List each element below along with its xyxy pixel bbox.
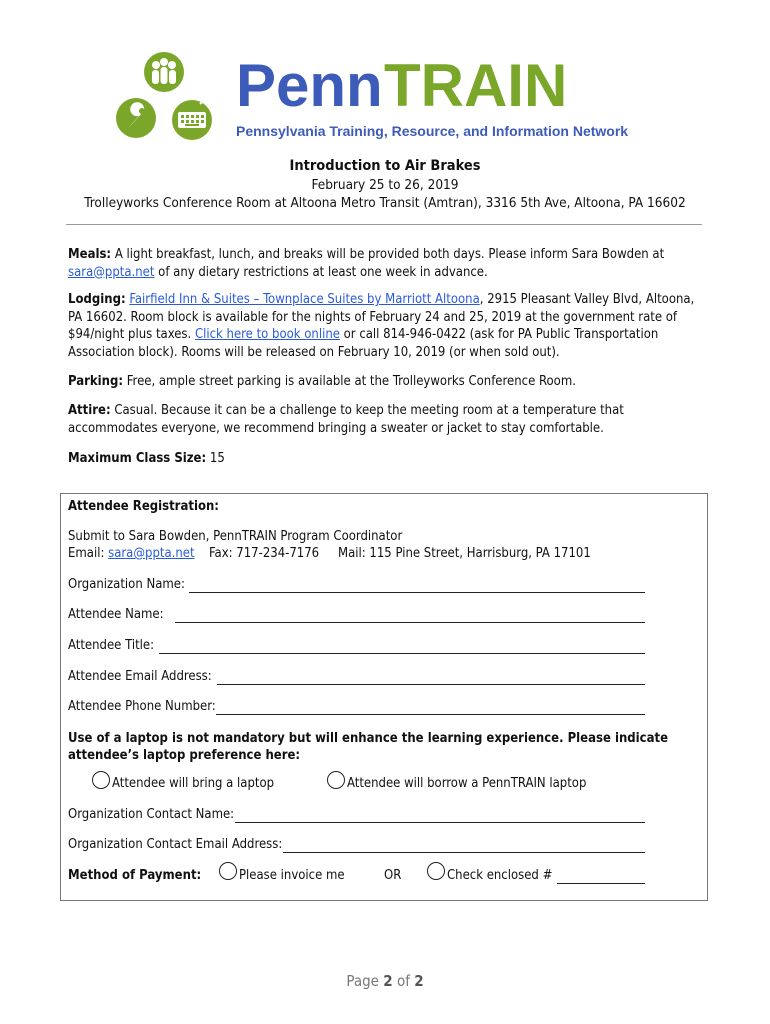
event-date: February 25 to 26, 2019: [311, 177, 459, 193]
attendee-email-label: Attendee Email Address:: [68, 669, 212, 684]
page-total: 2: [414, 972, 424, 990]
logo-tagline: Pennsylvania Training, Resource, and Information Network: [236, 123, 629, 139]
attendee-title-field[interactable]: [159, 653, 645, 654]
laptop-note-2: attendee’s laptop preference here:: [68, 748, 301, 763]
org-contact-name-field[interactable]: [235, 822, 645, 823]
parking-text: Free, ample street parking is available at the Trolleyworks Conference Room.: [123, 374, 576, 389]
registration-email-link[interactable]: sara@ppta.net: [108, 546, 195, 561]
lodging-text-2: PA 16602. Room block is available for the nights of February 24 and 25, 2019 at the government rate of: [68, 309, 678, 325]
org-contact-email-label: Organization Contact Email Address:: [68, 837, 283, 852]
lodging-text-4: or call 814-946-0422 (ask for PA Public Transportation: [339, 327, 659, 342]
meals-email-link[interactable]: sara@ppta.net: [68, 264, 155, 280]
email-label: Email:: [68, 546, 109, 561]
laptop-note: [68, 730, 668, 764]
meals-paragraph: [68, 246, 708, 281]
page-word: Page: [346, 972, 384, 990]
check-radio[interactable]: [427, 862, 445, 880]
invoice-radio[interactable]: [219, 862, 237, 880]
org-contact-email-field[interactable]: [283, 852, 645, 853]
people-icon: [144, 52, 184, 92]
attendee-name-field[interactable]: [175, 622, 645, 623]
org-name-field[interactable]: [189, 592, 645, 593]
attire-label: Attire:: [68, 403, 111, 418]
attendee-email-field[interactable]: [217, 684, 645, 685]
book-online-link[interactable]: Click here to book online: [194, 327, 340, 342]
event-venue: Trolleyworks Conference Room at Altoona Metro Transit (Amtran), 3316 5th Ave, Altoona, PA 16602: [84, 195, 686, 211]
org-contact-name-label: Organization Contact Name:: [68, 807, 235, 822]
wrench-icon: [116, 98, 156, 138]
attire-text-1: Casual. Because it can be a challenge to keep the meeting room at a temperature that: [110, 403, 624, 418]
check-number-field[interactable]: [557, 883, 645, 884]
registration-heading: Attendee Registration:: [68, 499, 219, 514]
document-title: Introduction to Air Brakes: [289, 158, 481, 174]
meals-text-2: of any dietary restrictions at least one week in advance.: [154, 264, 488, 280]
page-number: [0, 972, 770, 990]
lodging-paragraph: [68, 291, 708, 361]
or-text: OR: [384, 868, 402, 883]
of-word: of: [392, 972, 415, 990]
lodging-label: Lodging:: [68, 292, 126, 307]
class-size-value: 15: [206, 451, 225, 466]
laptop-bring-radio[interactable]: [92, 771, 110, 789]
lodging-text-3: $94/night plus taxes.: [68, 327, 195, 342]
attire-text-2: accommodates everyone, we recommend bringing a sweater or jacket to stay comfortable.: [68, 420, 604, 436]
page-current: 2: [383, 972, 393, 990]
fax-number: Fax: 717-234-7176: [209, 546, 320, 561]
laptop-note-1: Use of a laptop is not mandatory but will enhance the learning experience. Please indicate: [68, 731, 669, 746]
submit-to-text: Submit to Sara Bowden, PennTRAIN Program Coordinator: [68, 529, 403, 544]
attendee-name-label: Attendee Name:: [68, 607, 164, 622]
check-label: Check enclosed #: [447, 868, 553, 883]
meals-label: Meals:: [68, 247, 112, 262]
laptop-borrow-label: Attendee will borrow a PennTRAIN laptop: [347, 776, 587, 791]
mailing-address: Mail: 115 Pine Street, Harrisburg, PA 17101: [338, 546, 591, 561]
logo-penn-text: Penn: [236, 52, 383, 119]
attendee-phone-field[interactable]: [216, 714, 645, 715]
laptop-borrow-radio[interactable]: [327, 771, 345, 789]
penntrain-logo: [108, 48, 668, 148]
divider: [66, 224, 702, 225]
laptop-bring-label: Attendee will bring a laptop: [112, 776, 275, 791]
parking-paragraph: [68, 373, 708, 391]
attendee-title-label: Attendee Title:: [68, 638, 155, 653]
logo-train-text: TRAIN: [384, 52, 568, 119]
contact-email-line: [68, 546, 195, 561]
lodging-text-1: , 2915 Pleasant Valley Blvd, Altoona,: [479, 292, 695, 307]
invoice-label: Please invoice me: [239, 868, 345, 883]
payment-method-label: Method of Payment:: [68, 868, 202, 883]
parking-label: Parking:: [68, 374, 124, 389]
hotel-link[interactable]: Fairfield Inn & Suites – Townplace Suites by Marriott Altoona: [129, 292, 480, 307]
class-size-label: Maximum Class Size:: [68, 451, 207, 466]
org-name-label: Organization Name:: [68, 577, 185, 592]
class-size-paragraph: [68, 450, 708, 468]
keyboard-icon: [172, 100, 212, 140]
meals-text-1: A light breakfast, lunch, and breaks will be provided both days. Please inform Sara Bowden at: [111, 247, 665, 262]
logo-graphic: [108, 48, 668, 148]
attendee-phone-label: Attendee Phone Number:: [68, 699, 216, 714]
attire-paragraph: [68, 402, 708, 437]
lodging-text-5: Association block). Rooms will be released on February 10, 2019 (or when sold out).: [68, 344, 560, 360]
